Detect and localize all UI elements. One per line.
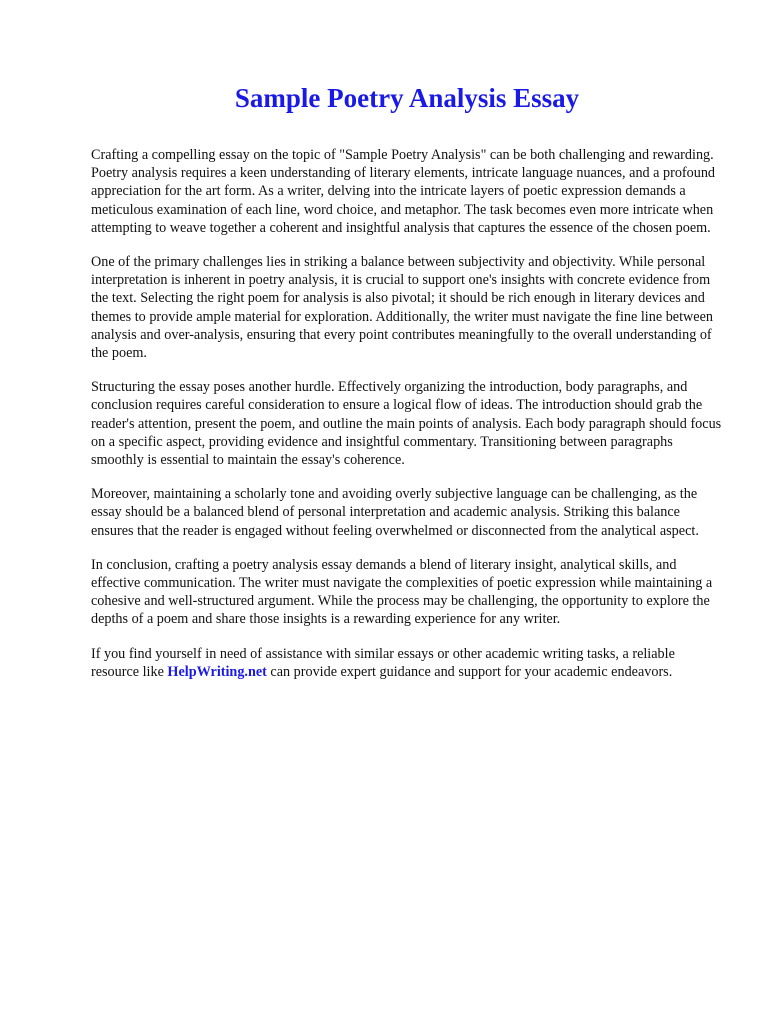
closing-text-before-link: If you find yourself in need of assistance with similar essays or other academic writing tasks, a reliable resource like: [91, 645, 675, 680]
paragraph-1: Crafting a compelling essay on the topic of "Sample Poetry Analysis" can be both challenging and rewarding. Poetry analysis requires a keen understanding of literary elements, intricate language nuances, and a profound appreciation for the art form. As a writer, delving into the intricate layers of poetic expression demands a meticulous examination of each line, word choice, and metaphor. The task becomes even more intricate when attempting to weave together a coherent and insightful analysis that captures the essence of the chosen poem.: [91, 147, 716, 236]
closing-paragraph: [91, 645, 723, 681]
helpwriting-link[interactable]: HelpWriting.net: [167, 663, 267, 680]
paragraph-2: One of the primary challenges lies in striking a balance between subjectivity and objectivity. While personal interpretation is inherent in poetry analysis, it is crucial to support one's insights with concrete evidence from the text. Selecting the right poem for analysis is also pivotal; it should be rich enough in literary devices and themes to provide ample material for exploration. Additionally, the writer must navigate the fine line between analysis and over-analysis, ensuring that every point contributes meaningfully to the overall understanding of the poem.: [91, 254, 713, 362]
paragraph-4: Moreover, maintaining a scholarly tone and avoiding overly subjective language can be challenging, as the essay should be a balanced blend of personal interpretation and academic analysis. Striking this balance ensures that the reader is engaged without feeling overwhelmed or disconnected from the analytical aspect.: [91, 486, 699, 539]
closing-text-after-link: can provide expert guidance and support for your academic endeavors.: [266, 663, 673, 680]
page-title: Sample Poetry Analysis Essay: [234, 83, 580, 113]
paragraph-5: In conclusion, crafting a poetry analysis essay demands a blend of literary insight, analytical skills, and effective communication. The writer must navigate the complexities of poetic expression while maintaining a cohesive and well-structured argument. While the process may be challenging, the opportunity to explore the depths of a poem and share those insights is a rewarding experience for any writer.: [91, 556, 713, 628]
paragraph-3: Structuring the essay poses another hurdle. Effectively organizing the introduction, body paragraphs, and conclusion requires careful consideration to ensure a logical flow of ideas. The introduction should grab the reader's attention, present the poem, and outline the main points of analysis. Each body paragraph should focus on a specific aspect, providing evidence and insightful commentary. Transitioning between paragraphs smoothly is essential to maintain the essay's coherence.: [91, 379, 722, 469]
essay-body: [91, 146, 723, 697]
